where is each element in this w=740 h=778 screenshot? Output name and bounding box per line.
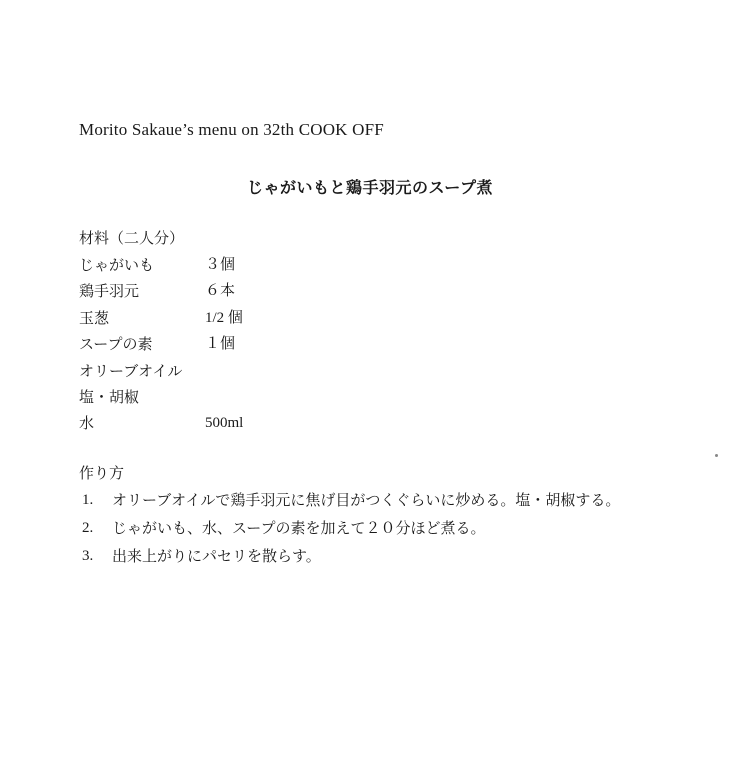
ingredient-quantity: ３個	[205, 257, 236, 273]
scan-speck	[715, 454, 718, 457]
ingredient-name: 玉葱	[79, 308, 110, 327]
ingredient-name: 水	[79, 414, 95, 433]
menu-header: Morito Sakaue’s menu on 32th COOK OFF	[79, 120, 384, 139]
ingredient-quantity: ６本	[205, 283, 236, 300]
step-number: 3.	[82, 548, 94, 564]
ingredient-row	[79, 252, 479, 278]
ingredient-row	[79, 410, 479, 436]
ingredient-name: 鶏手羽元	[79, 282, 140, 301]
ingredients-list	[79, 252, 479, 437]
step-number: 1.	[82, 492, 94, 508]
method-step	[79, 486, 699, 514]
ingredient-quantity: １個	[205, 336, 236, 353]
method-steps	[79, 486, 699, 570]
ingredient-row	[79, 331, 479, 357]
ingredient-name: オリーブオイル	[79, 361, 183, 380]
step-text: 出来上がりにパセリを散らす。	[112, 547, 321, 565]
recipe-title: じゃがいもと鶏手羽元のスープ煮	[247, 178, 493, 197]
ingredient-quantity: 500ml	[205, 415, 244, 432]
method-step	[79, 542, 699, 570]
ingredient-row	[79, 278, 479, 304]
ingredient-row	[79, 358, 479, 384]
ingredient-quantity: 1/2 個	[205, 309, 243, 326]
ingredient-row	[79, 305, 479, 331]
step-text: じゃがいも、水、スープの素を加えて２０分ほど煮る。	[112, 519, 486, 537]
ingredient-name: じゃがいも	[79, 256, 155, 274]
ingredient-row	[79, 384, 479, 410]
step-number: 2.	[82, 520, 94, 536]
method-step	[79, 514, 699, 542]
step-text: オリーブオイルで鶏手羽元に焦げ目がつくぐらいに炒める。塩・胡椒する。	[112, 491, 621, 509]
ingredient-name: 塩・胡椒	[79, 387, 140, 406]
ingredient-name: スープの素	[79, 335, 153, 354]
ingredients-heading: 材料（二人分）	[79, 229, 185, 247]
method-heading: 作り方	[79, 464, 125, 482]
